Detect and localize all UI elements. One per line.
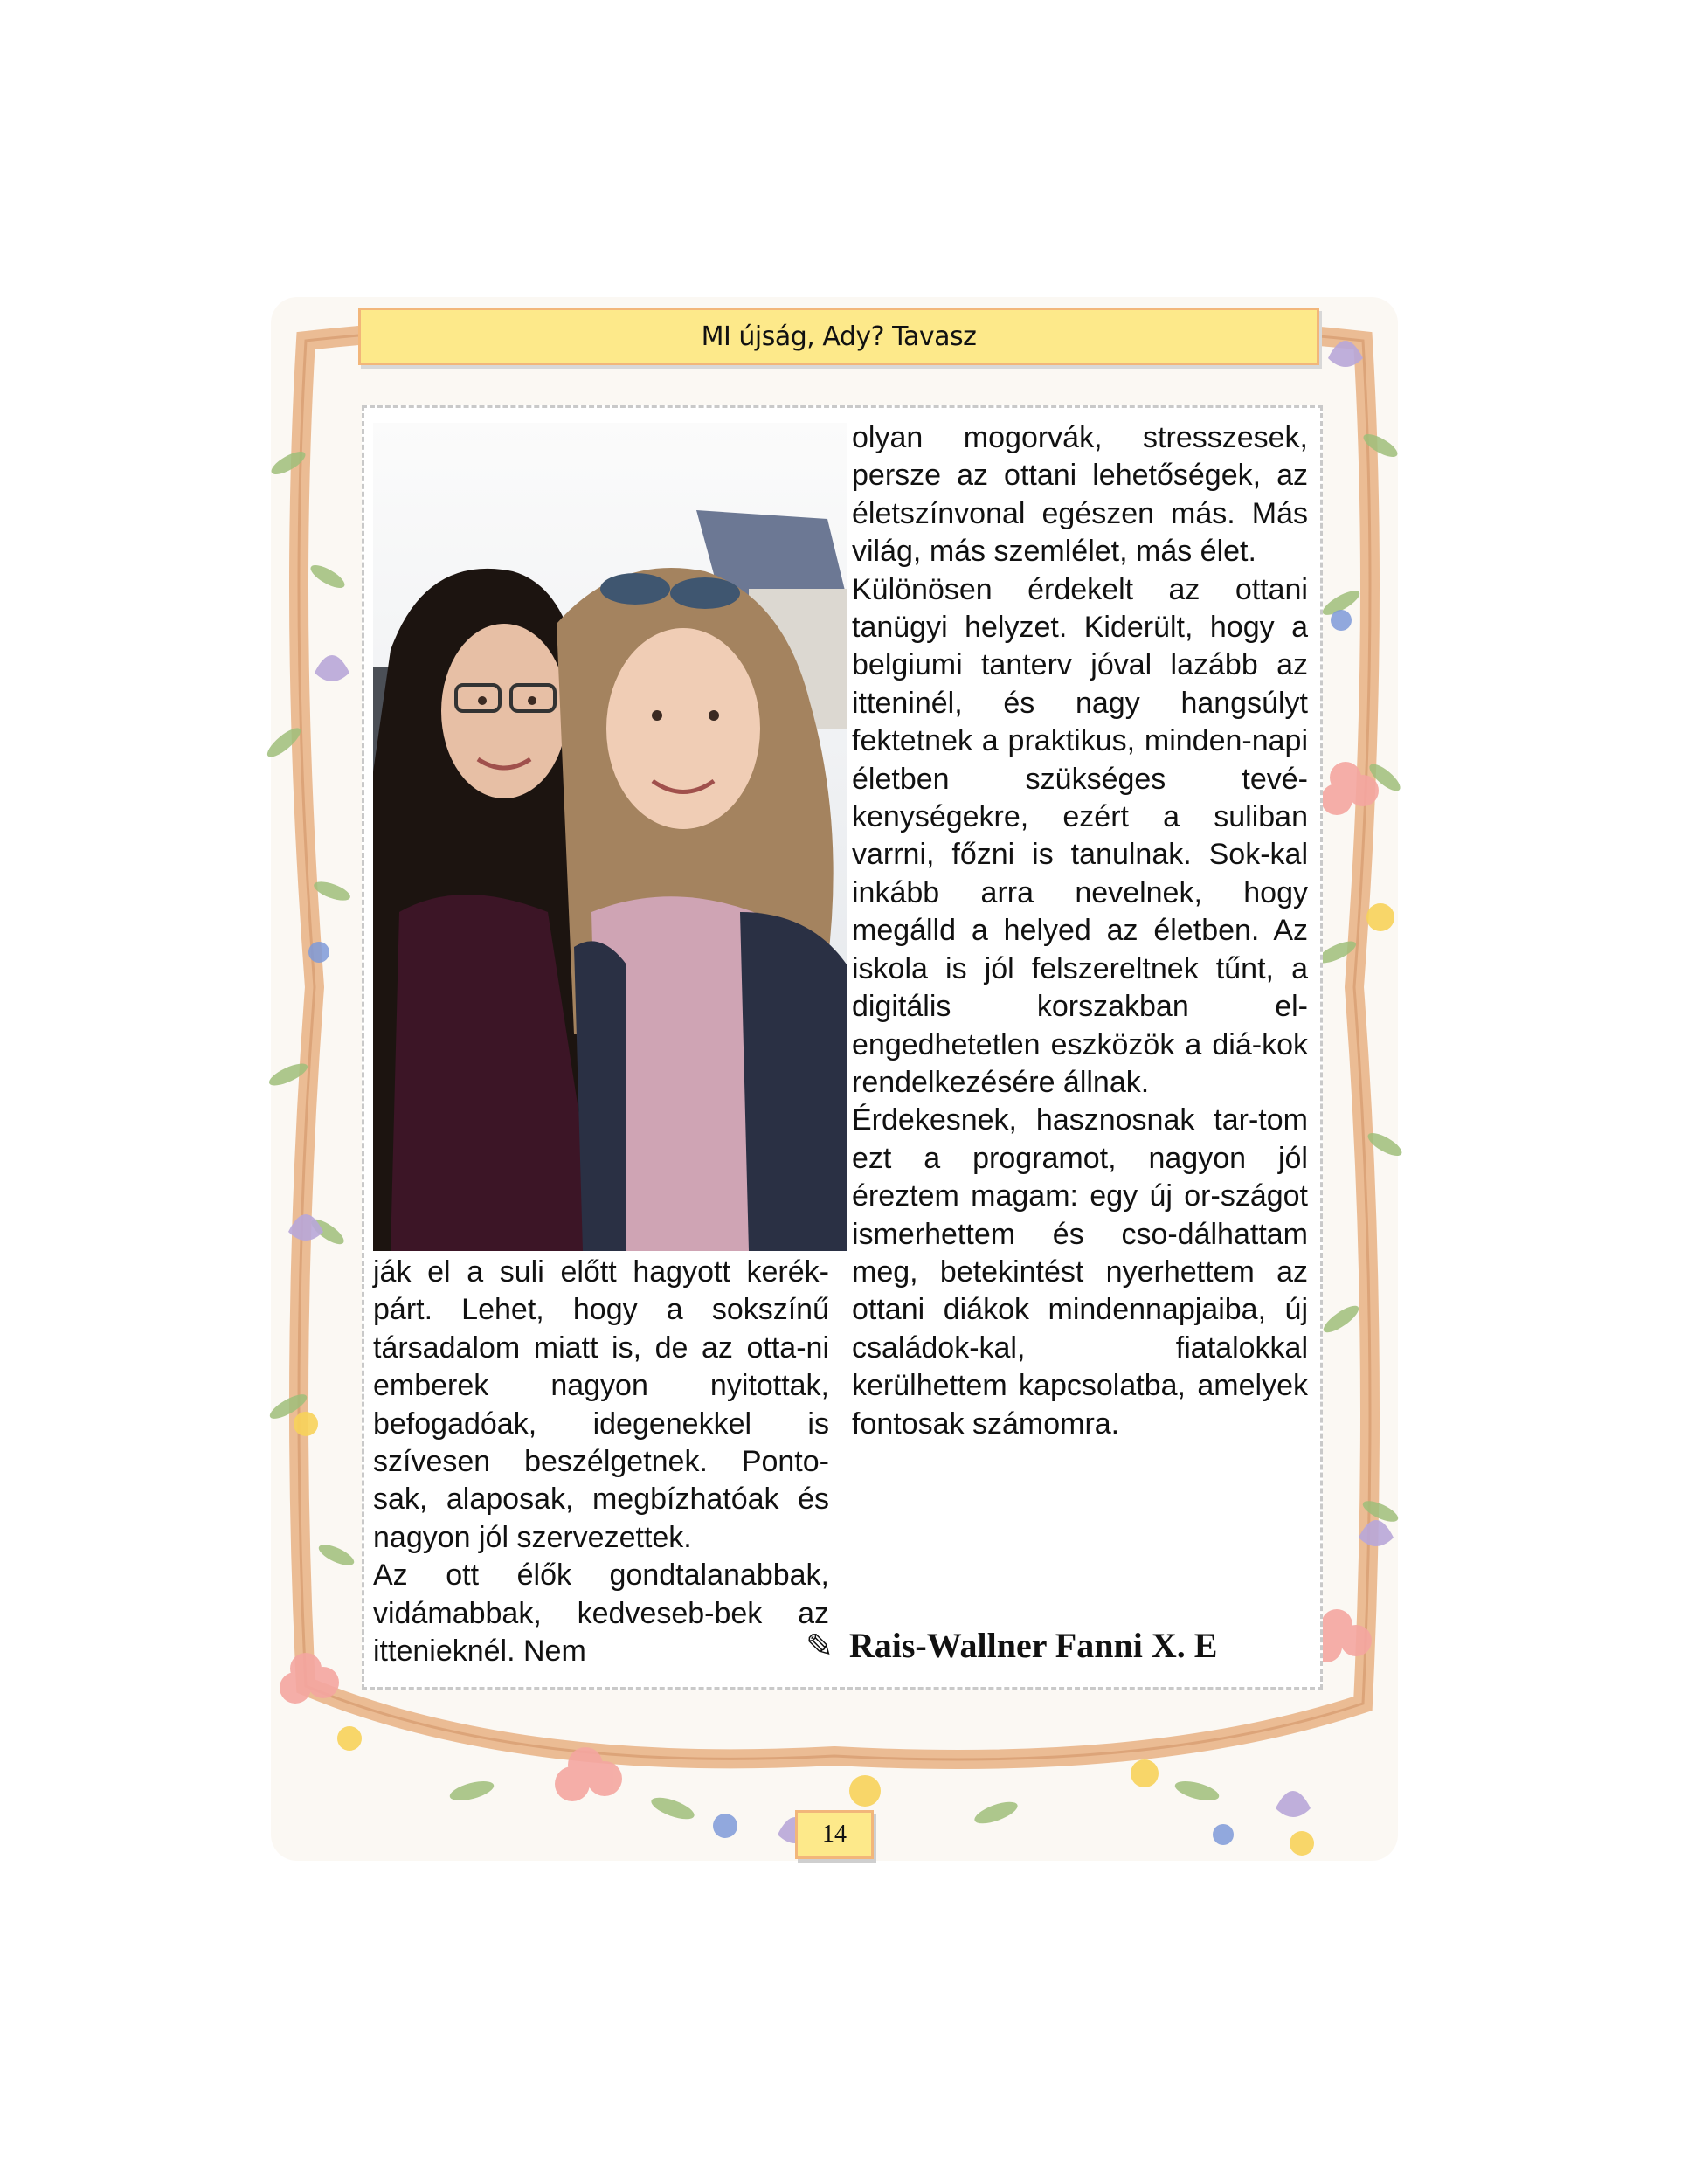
article-paragraph: Érdekesnek, hasznosnak tar-tom ezt a programot, nagyon jól éreztem magam: egy új or-szágot ismerhettem és cso-dálhattam meg, betekintést nyerhettem az ottani diákok mindennapjaiba, új családok-kal, fiatalokkal kerülhettem kapcsolatba, amelyek fontosak számomra. [852, 1103, 1308, 1441]
article-right-column [852, 419, 1308, 1443]
selfie-photo [373, 423, 847, 1251]
page-number-label: 14 [822, 1821, 847, 1848]
page-number [795, 1810, 874, 1859]
article-paragraph: olyan mogorvák, stresszesek, persze az ottani lehetőségek, az életszínvonal egészen más. Más világ, más szemlélet, más élet. [852, 421, 1308, 569]
article-left-column [373, 1254, 829, 1670]
author-name: Rais-Wallner Fanni X. E [848, 1626, 1218, 1665]
author-signature [806, 1625, 1217, 1666]
article-paragraph: Az ott élők gondtalanabbak, vidámabbak, kedveseb-bek az ittenieknél. Nem [373, 1559, 829, 1669]
pencil-icon: ✎ [806, 1627, 834, 1665]
section-header [358, 308, 1319, 365]
article-paragraph: Különösen érdekelt az ottani tanügyi helyzet. Kiderült, hogy a belgiumi tanterv jóval lazább az itteninél, és nagy hangsúlyt fektetnek a praktikus, minden-napi életben szükséges tevé-kenységekre, ezért a suliban varrni, főzni is tanulnak. Sok-kal inkább arra nevelnek, hogy megálld a helyed az életben. Az iskola is jól felszereltnek tűnt, a digitális korszakban el-engedhetetlen eszközök a diá-kok rendelkezésére állnak. [852, 572, 1308, 1099]
article-paragraph: ják el a suli előtt hagyott kerék-párt. Lehet, hogy a sokszínű társadalom miatt is, de az otta-ni emberek nagyon nyitottak, befogadóak, idegenekkel is szívesen beszélgetnek. Ponto-sak, alaposak, megbízhatóak és nagyon jól szervezettek. [373, 1255, 829, 1554]
section-title: MI újság, Ady? Tavasz [701, 321, 977, 352]
